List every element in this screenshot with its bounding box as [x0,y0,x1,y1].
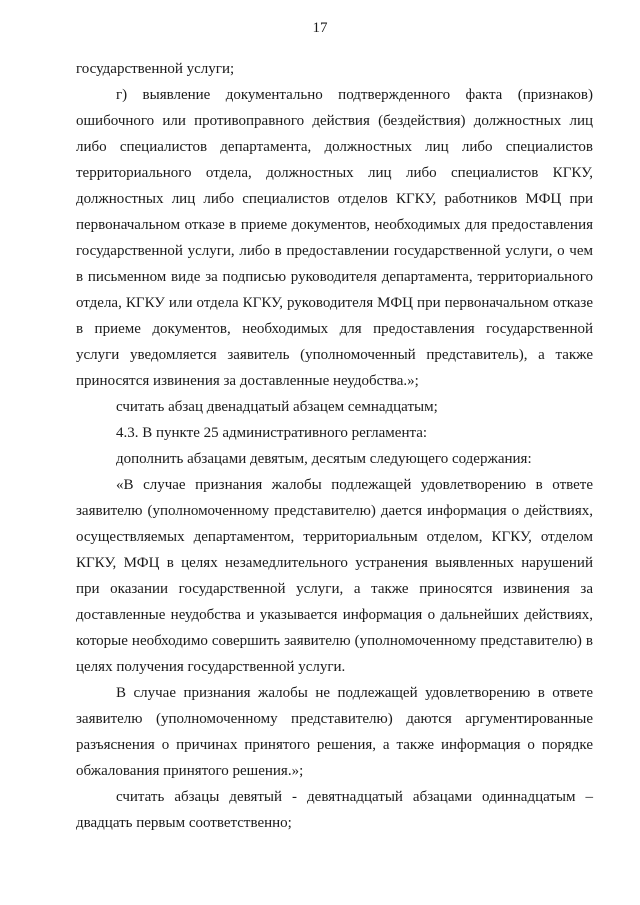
paragraph-8: считать абзацы девятый - девятнадцатый абзацами одиннадцатым – двадцать первым соответственно; [76,789,593,831]
paragraph-3: считать абзац двенадцатый абзацем семнадцатым; [116,399,438,415]
paragraph-6: «В случае признания жалобы подлежащей удовлетворению в ответе заявителю (уполномоченному представителю) дается информация о действиях, осуществляемых департаментом, территориальным отделом, КГКУ, отделом КГКУ, МФЦ в целях незамедлительного устранения выявленных нарушений при оказании государственной услуги, а также приносятся извинения за доставленные неудобства и указывается информация о дальнейших действиях, которые необходимо совершить заявителю (уполномоченному представителю) в целях получения государственной услуги. [76,477,593,675]
page-number: 17 [312,20,328,36]
paragraph-1: государственной услуги; [76,61,235,77]
paragraph-5: дополнить абзацами девятым, десятым следующего содержания: [116,451,532,467]
paragraph-7: В случае признания жалобы не подлежащей удовлетворению в ответе заявителю (уполномоченному представителю) даются аргументированные разъяснения о причинах принятого решения, а также информация о порядке обжалования принятого решения.»; [76,685,593,779]
paragraph-4: 4.3. В пункте 25 административного регламента: [116,425,428,441]
document-body [76,56,593,836]
paragraph-2: г) выявление документально подтвержденного факта (признаков) ошибочного или противоправного действия (бездействия) должностных лиц либо специалистов департамента, должностных лиц либо специалистов территориального отдела, должностных лиц либо специалистов КГКУ, должностных лиц либо специалистов отделов КГКУ, работников МФЦ при первоначальном отказе в приеме документов, необходимых для предоставления государственной услуги, либо в предоставлении государственной услуги, о чем в письменном виде за подписью руководителя департамента, территориального отдела, КГКУ или отдела КГКУ, руководителя МФЦ при первоначальном отказе в приеме документов, необходимых для предоставления государственной услуги уведомляется заявитель (уполномоченный представитель), а также приносятся извинения за доставленные неудобства.»; [76,87,593,389]
